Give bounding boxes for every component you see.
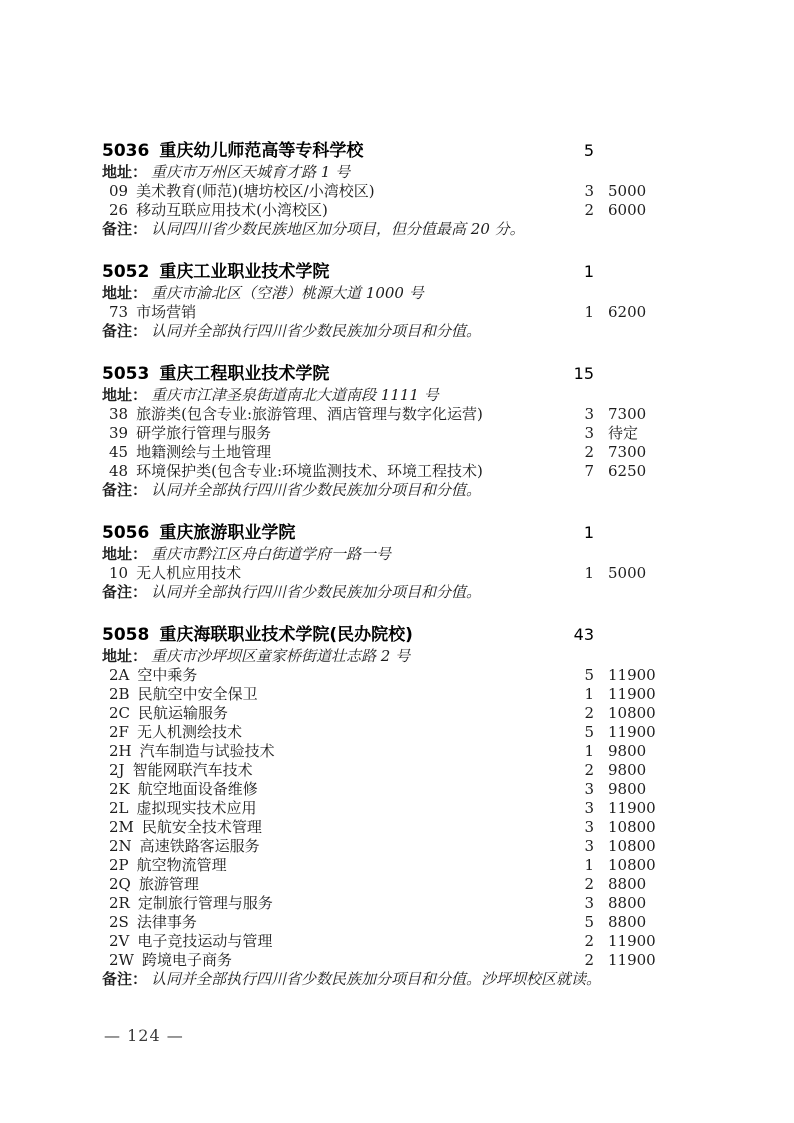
program-quota: 2	[584, 932, 594, 950]
program-fee: 10800	[608, 704, 656, 722]
school-title	[102, 623, 568, 647]
program-name: 旅游管理	[138, 875, 199, 893]
program-fee: 10800	[608, 818, 656, 836]
program-fee: 待定	[608, 424, 639, 442]
school-code: 5036	[102, 141, 150, 161]
school-code: 5053	[102, 364, 150, 384]
program-name: 研学旅行管理与服务	[136, 424, 272, 442]
program-code: 10	[109, 564, 129, 582]
program-code: 39	[109, 424, 129, 442]
program-quota: 3	[584, 424, 594, 442]
school-address: 重庆市沙坪坝区童家桥街道壮志路 2 号	[151, 647, 411, 665]
program-name: 汽车制造与试验技术	[139, 742, 275, 760]
program-title	[109, 742, 568, 761]
program-quota: 3	[584, 818, 594, 836]
school-note-line	[102, 481, 660, 500]
school-block	[102, 260, 660, 341]
program-title	[109, 182, 568, 201]
program-name: 跨境电子商务	[141, 951, 232, 969]
program-title	[109, 818, 568, 837]
school-name: 重庆幼儿师范高等专科学校	[159, 141, 364, 161]
program-code: 2M	[109, 818, 134, 836]
program-name: 虚拟现实技术应用	[136, 799, 257, 817]
school-header	[102, 260, 660, 284]
program-row	[102, 951, 660, 970]
program-title	[109, 837, 568, 856]
program-title	[109, 856, 568, 875]
school-title	[102, 260, 568, 284]
program-code: 26	[109, 201, 129, 219]
program-title	[109, 201, 568, 220]
school-address: 重庆市万州区天城育才路 1 号	[151, 163, 351, 181]
school-total-quota: 43	[573, 625, 594, 644]
school-header	[102, 139, 660, 163]
program-code: 2R	[109, 894, 130, 912]
program-code: 2P	[109, 856, 129, 874]
program-rows	[102, 666, 660, 970]
note-label: 备注：	[102, 481, 148, 499]
program-fee: 5000	[608, 182, 647, 200]
school-note: 认同四川省少数民族地区加分项目，但分值最高 20 分。	[151, 220, 525, 238]
program-row	[102, 405, 660, 424]
program-fee: 5000	[608, 564, 647, 582]
program-row	[102, 685, 660, 704]
program-quota: 5	[584, 723, 594, 741]
program-quota: 5	[584, 913, 594, 931]
program-code: 45	[109, 443, 129, 461]
program-fee: 8800	[608, 894, 647, 912]
address-label: 地址：	[102, 284, 148, 302]
program-code: 2Q	[109, 875, 131, 893]
program-fee: 9800	[608, 742, 647, 760]
address-label: 地址：	[102, 386, 148, 404]
program-row	[102, 704, 660, 723]
program-title	[109, 799, 568, 818]
program-fee: 8800	[608, 913, 647, 931]
program-title	[109, 666, 568, 685]
program-name: 高速铁路客运服务	[139, 837, 260, 855]
school-code: 5056	[102, 523, 150, 543]
school-list	[102, 139, 660, 1010]
program-code: 2C	[109, 704, 131, 722]
program-fee: 6000	[608, 201, 647, 219]
program-code: 2K	[109, 780, 130, 798]
school-header	[102, 362, 660, 386]
program-name: 智能网联汽车技术	[132, 761, 253, 779]
program-name: 民航运输服务	[138, 704, 229, 722]
program-name: 环境保护类(包含专业:环境监测技术、环境工程技术)	[136, 462, 483, 480]
school-title	[102, 521, 568, 545]
program-name: 移动互联应用技术(小湾校区)	[136, 201, 328, 219]
school-block	[102, 623, 660, 989]
program-fee: 6250	[608, 462, 647, 480]
program-fee: 11900	[608, 932, 656, 950]
program-name: 美术教育(师范)(塘坊校区/小湾校区)	[136, 182, 375, 200]
school-header	[102, 521, 660, 545]
program-fee: 10800	[608, 837, 656, 855]
program-row	[102, 856, 660, 875]
school-note-line	[102, 970, 660, 989]
program-quota: 2	[584, 761, 594, 779]
program-title	[109, 875, 568, 894]
school-address: 重庆市江津圣泉街道南北大道南段 1111 号	[151, 386, 439, 404]
program-row	[102, 201, 660, 220]
program-row	[102, 723, 660, 742]
program-quota: 1	[584, 685, 594, 703]
program-row	[102, 799, 660, 818]
program-quota: 1	[584, 303, 594, 321]
program-quota: 7	[584, 462, 594, 480]
program-fee: 11900	[608, 799, 656, 817]
program-title	[109, 462, 568, 481]
program-code: 2B	[109, 685, 130, 703]
note-label: 备注：	[102, 970, 148, 988]
school-note-line	[102, 322, 660, 341]
school-name: 重庆旅游职业学院	[159, 523, 296, 543]
program-code: 38	[109, 405, 129, 423]
program-title	[109, 685, 568, 704]
program-quota: 3	[584, 182, 594, 200]
school-address: 重庆市黔江区舟白街道学府一路一号	[151, 545, 392, 563]
program-quota: 3	[584, 799, 594, 817]
school-header	[102, 623, 660, 647]
program-quota: 1	[584, 564, 594, 582]
program-quota: 1	[584, 856, 594, 874]
school-name: 重庆海联职业技术学院(民办院校)	[159, 625, 413, 645]
program-title	[109, 932, 568, 951]
note-label: 备注：	[102, 583, 148, 601]
school-block	[102, 521, 660, 602]
program-rows	[102, 564, 660, 583]
program-fee: 11900	[608, 666, 656, 684]
school-title	[102, 362, 568, 386]
program-fee: 11900	[608, 951, 656, 969]
program-title	[109, 303, 568, 322]
program-code: 2V	[109, 932, 130, 950]
program-name: 法律事务	[136, 913, 197, 931]
program-code: 73	[109, 303, 129, 321]
program-fee: 10800	[608, 856, 656, 874]
program-code: 2J	[109, 761, 125, 779]
school-note-line	[102, 220, 660, 239]
school-code: 5052	[102, 262, 150, 282]
program-row	[102, 761, 660, 780]
program-code: 48	[109, 462, 129, 480]
program-fee: 6200	[608, 303, 647, 321]
program-row	[102, 780, 660, 799]
program-quota: 3	[584, 405, 594, 423]
program-code: 2W	[109, 951, 134, 969]
program-title	[109, 894, 568, 913]
school-note: 认同并全部执行四川省少数民族加分项目和分值。	[151, 583, 482, 601]
program-title	[109, 723, 568, 742]
school-block	[102, 362, 660, 500]
program-fee: 11900	[608, 685, 656, 703]
note-label: 备注：	[102, 220, 148, 238]
program-row	[102, 424, 660, 443]
program-name: 无人机测绘技术	[136, 723, 242, 741]
program-title	[109, 704, 568, 723]
program-row	[102, 182, 660, 201]
program-row	[102, 875, 660, 894]
program-rows	[102, 303, 660, 322]
program-name: 无人机应用技术	[136, 564, 242, 582]
program-code: 2F	[109, 723, 129, 741]
program-quota: 1	[584, 742, 594, 760]
program-quota: 3	[584, 894, 594, 912]
program-code: 2N	[109, 837, 132, 855]
program-quota: 2	[584, 951, 594, 969]
school-address-line	[102, 163, 660, 182]
school-code: 5058	[102, 625, 150, 645]
program-name: 空中乘务	[137, 666, 198, 684]
program-name: 地籍测绘与土地管理	[136, 443, 272, 461]
program-name: 民航空中安全保卫	[137, 685, 258, 703]
program-quota: 2	[584, 201, 594, 219]
school-address-line	[102, 647, 660, 666]
school-note: 认同并全部执行四川省少数民族加分项目和分值。	[151, 481, 482, 499]
program-fee: 11900	[608, 723, 656, 741]
program-title	[109, 405, 568, 424]
program-row	[102, 564, 660, 583]
program-name: 定制旅行管理与服务	[137, 894, 273, 912]
school-address-line	[102, 284, 660, 303]
program-quota: 3	[584, 780, 594, 798]
address-label: 地址：	[102, 647, 148, 665]
program-fee: 9800	[608, 780, 647, 798]
program-title	[109, 761, 568, 780]
program-fee: 9800	[608, 761, 647, 779]
program-name: 旅游类(包含专业:旅游管理、酒店管理与数字化运营)	[136, 405, 483, 423]
program-row	[102, 462, 660, 481]
program-quota: 2	[584, 443, 594, 461]
program-code: 2L	[109, 799, 129, 817]
school-total-quota: 5	[583, 141, 594, 160]
address-label: 地址：	[102, 163, 148, 181]
program-row	[102, 837, 660, 856]
program-fee: 7300	[608, 405, 647, 423]
program-title	[109, 951, 568, 970]
school-title	[102, 139, 568, 163]
program-code: 2A	[109, 666, 130, 684]
school-note: 认同并全部执行四川省少数民族加分项目和分值。	[151, 322, 482, 340]
program-row	[102, 443, 660, 462]
program-fee: 7300	[608, 443, 647, 461]
program-row	[102, 894, 660, 913]
program-code: 09	[109, 182, 129, 200]
school-name: 重庆工业职业技术学院	[159, 262, 330, 282]
program-row	[102, 913, 660, 932]
program-row	[102, 932, 660, 951]
program-quota: 5	[584, 666, 594, 684]
page-number: — 124 —	[104, 1026, 184, 1045]
school-block	[102, 139, 660, 239]
school-note: 认同并全部执行四川省少数民族加分项目和分值。沙坪坝校区就读。	[151, 970, 602, 988]
program-title	[109, 913, 568, 932]
school-name: 重庆工程职业技术学院	[159, 364, 330, 384]
note-label: 备注：	[102, 322, 148, 340]
program-title	[109, 780, 568, 799]
program-name: 市场营销	[136, 303, 197, 321]
program-code: 2S	[109, 913, 129, 931]
school-total-quota: 1	[583, 262, 594, 281]
school-note-line	[102, 583, 660, 602]
program-quota: 3	[584, 837, 594, 855]
school-total-quota: 1	[583, 523, 594, 542]
program-rows	[102, 182, 660, 220]
program-name: 电子竞技运动与管理	[137, 932, 273, 950]
program-row	[102, 666, 660, 685]
program-row	[102, 303, 660, 322]
school-address-line	[102, 545, 660, 564]
program-rows	[102, 405, 660, 481]
program-title	[109, 424, 568, 443]
school-address-line	[102, 386, 660, 405]
program-name: 航空地面设备维修	[137, 780, 258, 798]
address-label: 地址：	[102, 545, 148, 563]
program-fee: 8800	[608, 875, 647, 893]
program-name: 航空物流管理	[136, 856, 227, 874]
school-address: 重庆市渝北区（空港）桃源大道 1000 号	[151, 284, 424, 302]
program-quota: 2	[584, 875, 594, 893]
program-title	[109, 564, 568, 583]
program-name: 民航安全技术管理	[141, 818, 262, 836]
school-total-quota: 15	[573, 364, 594, 383]
program-quota: 2	[584, 704, 594, 722]
program-row	[102, 742, 660, 761]
program-title	[109, 443, 568, 462]
program-row	[102, 818, 660, 837]
program-code: 2H	[109, 742, 132, 760]
